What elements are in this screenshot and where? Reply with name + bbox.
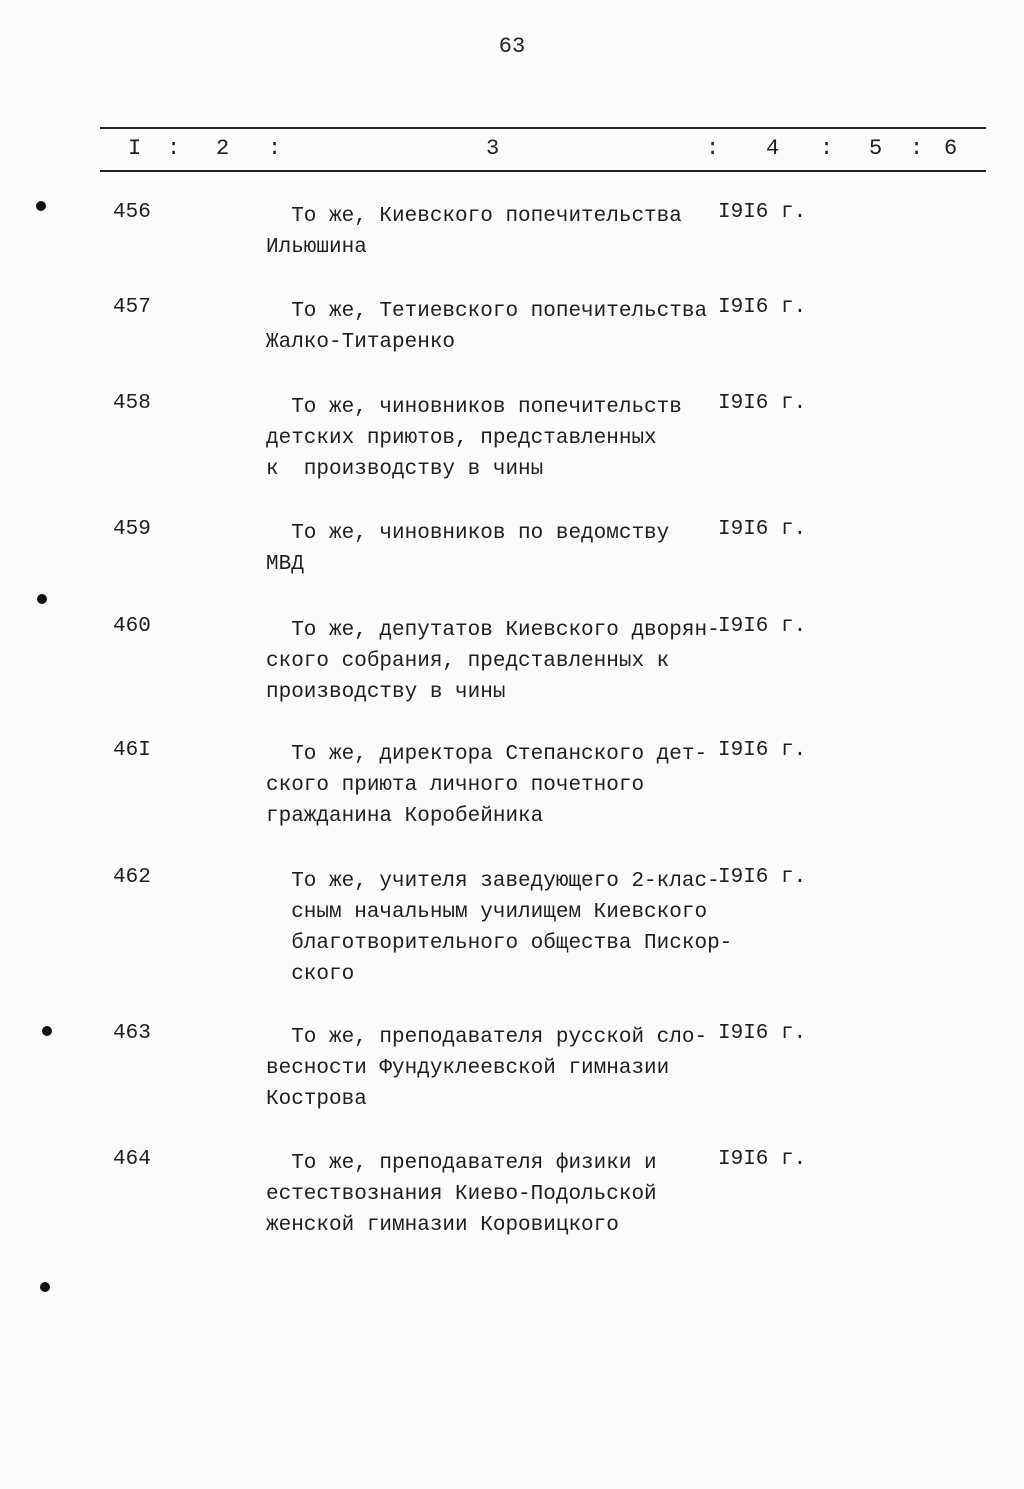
binding-hole-mark bbox=[40, 1282, 50, 1292]
entry-year: I9I6 г. bbox=[718, 615, 807, 638]
entry-year: I9I6 г. bbox=[718, 739, 807, 762]
entry-description: То же, преподавателя физики и естествознания Киево-Подольской женской гимназии Коровицкого bbox=[266, 1152, 657, 1237]
column-separator: : bbox=[820, 136, 834, 161]
entry-year: I9I6 г. bbox=[718, 201, 807, 224]
entry-year: I9I6 г. bbox=[718, 518, 807, 541]
entry-number: 458 bbox=[113, 392, 151, 415]
entry-number: 462 bbox=[113, 866, 151, 889]
entry-description: То же, директора Степанского дет- ского приюта личного почетного гражданина Коробейника bbox=[266, 743, 708, 828]
column-header-2: 2 bbox=[216, 136, 230, 161]
column-separator: : bbox=[167, 136, 181, 161]
entry-number: 459 bbox=[113, 518, 151, 541]
entry-number: 460 bbox=[113, 615, 151, 638]
binding-hole-mark bbox=[37, 594, 47, 604]
column-separator: : bbox=[268, 136, 282, 161]
entry-description: То же, учителя заведующего 2-клас- сным начальным училищем Киевского благотворительного общества Пискор- ского bbox=[291, 870, 733, 986]
entry-number: 456 bbox=[113, 201, 151, 224]
table-rule-bottom bbox=[100, 170, 986, 172]
entry-description: То же, депутатов Киевского дворян- ского собрания, представленных к производству в чины bbox=[266, 619, 720, 704]
entry-year: I9I6 г. bbox=[718, 866, 807, 889]
table-rule-top bbox=[100, 127, 986, 129]
column-separator: : bbox=[706, 136, 720, 161]
binding-hole-mark bbox=[36, 201, 46, 211]
entry-year: I9I6 г. bbox=[718, 296, 807, 319]
entry-year: I9I6 г. bbox=[718, 392, 807, 415]
entry-description: То же, Киевского попечительства Ильюшина bbox=[266, 205, 682, 259]
column-header-6: 6 bbox=[944, 136, 958, 161]
column-header-3: 3 bbox=[486, 136, 500, 161]
entry-description: То же, Тетиевского попечительства Жалко-Титаренко bbox=[266, 300, 708, 354]
column-separator: : bbox=[910, 136, 924, 161]
entry-year: I9I6 г. bbox=[718, 1022, 807, 1045]
column-header-5: 5 bbox=[869, 136, 883, 161]
column-header-1: I bbox=[128, 136, 142, 161]
entry-number: 463 bbox=[113, 1022, 151, 1045]
entry-description: То же, чиновников по ведомству МВД bbox=[266, 522, 670, 576]
entry-description: То же, чиновников попечительств детских приютов, представленных к производству в чины bbox=[266, 396, 682, 481]
column-header-4: 4 bbox=[766, 136, 780, 161]
entry-description: То же, преподавателя русской сло- весности Фундуклеевской гимназии Кострова bbox=[266, 1026, 708, 1111]
entry-number: 457 bbox=[113, 296, 151, 319]
page-number: 63 bbox=[498, 34, 526, 59]
binding-hole-mark bbox=[42, 1026, 52, 1036]
entry-number: 46I bbox=[113, 739, 151, 762]
entry-year: I9I6 г. bbox=[718, 1148, 807, 1171]
entry-number: 464 bbox=[113, 1148, 151, 1171]
